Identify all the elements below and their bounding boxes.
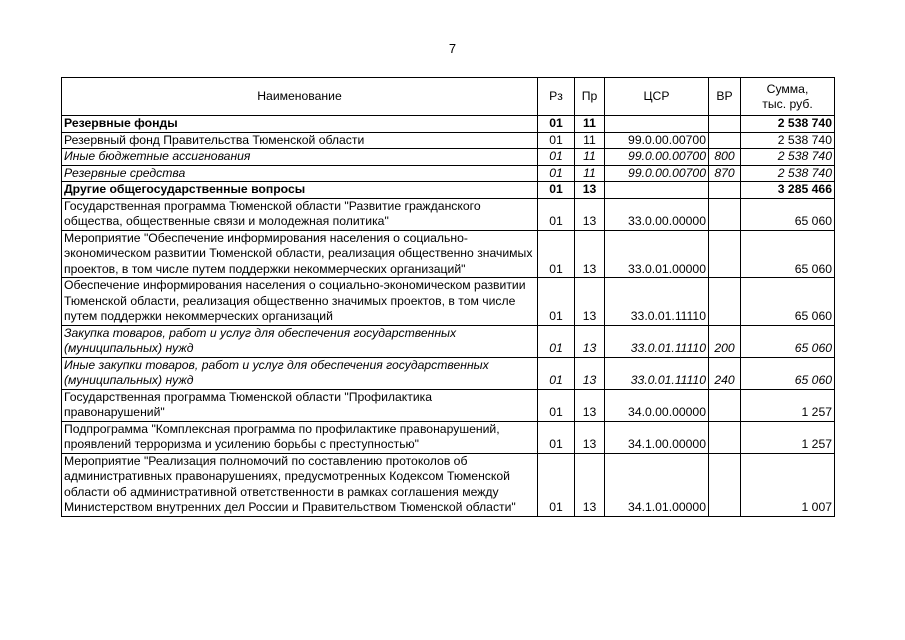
cell-name: Резервный фонд Правительства Тюменской области [62,132,538,149]
table-body [62,116,835,517]
cell-vr [709,230,741,278]
cell-sum: 3 285 466 [741,182,835,199]
cell-pr: 13 [575,182,605,199]
cell-vr [709,198,741,230]
cell-name: Иные бюджетные ассигнования [62,149,538,166]
cell-pr: 11 [575,116,605,133]
cell-sum: 1 257 [741,421,835,453]
cell-csr: 33.0.01.11110 [605,278,709,326]
cell-csr [605,116,709,133]
page-number: 7 [448,41,457,56]
table-row [62,421,835,453]
cell-rz: 01 [538,357,575,389]
cell-sum: 1 007 [741,453,835,516]
cell-rz: 01 [538,198,575,230]
cell-rz: 01 [538,230,575,278]
cell-vr [709,278,741,326]
cell-csr: 99.0.00.00700 [605,149,709,166]
budget-table [61,77,835,517]
table-row [62,165,835,182]
cell-pr: 13 [575,278,605,326]
table-row [62,230,835,278]
cell-csr: 99.0.00.00700 [605,132,709,149]
cell-pr: 11 [575,165,605,182]
header-pr: Пр [575,78,605,116]
header-rz: Рз [538,78,575,116]
cell-csr: 33.0.01.11110 [605,325,709,357]
cell-csr [605,182,709,199]
cell-pr: 13 [575,198,605,230]
cell-csr: 34.1.00.00000 [605,421,709,453]
cell-sum: 65 060 [741,357,835,389]
cell-vr [709,116,741,133]
header-vr: ВР [709,78,741,116]
cell-rz: 01 [538,325,575,357]
cell-rz: 01 [538,165,575,182]
cell-rz: 01 [538,116,575,133]
table-row [62,198,835,230]
cell-pr: 11 [575,132,605,149]
table-row [62,149,835,166]
cell-name: Государственная программа Тюменской области "Профилактика правонарушений" [62,389,538,421]
table-row [62,132,835,149]
cell-vr [709,182,741,199]
cell-rz: 01 [538,278,575,326]
cell-sum: 65 060 [741,198,835,230]
cell-csr: 33.0.01.11110 [605,357,709,389]
cell-vr [709,453,741,516]
cell-csr: 33.0.01.00000 [605,230,709,278]
table-row [62,278,835,326]
cell-csr: 34.0.00.00000 [605,389,709,421]
cell-rz: 01 [538,389,575,421]
cell-rz: 01 [538,182,575,199]
table-row [62,182,835,199]
header-name: Наименование [62,78,538,116]
table-row [62,325,835,357]
cell-sum: 65 060 [741,325,835,357]
table-row [62,116,835,133]
table-row [62,389,835,421]
cell-name: Подпрограмма "Комплексная программа по профилактике правонарушений, проявлений терроризма и усилению борьбы с преступностью" [62,421,538,453]
cell-sum: 2 538 740 [741,149,835,166]
cell-vr: 200 [709,325,741,357]
header-sum-line1: Сумма, [766,81,809,96]
cell-pr: 13 [575,230,605,278]
cell-name: Иные закупки товаров, работ и услуг для обеспечения государственных (муниципальных) нужд [62,357,538,389]
cell-sum: 2 538 740 [741,165,835,182]
cell-pr: 13 [575,421,605,453]
header-csr: ЦСР [605,78,709,116]
cell-pr: 13 [575,325,605,357]
table-row [62,357,835,389]
cell-vr [709,389,741,421]
cell-csr: 33.0.00.00000 [605,198,709,230]
cell-sum: 2 538 740 [741,116,835,133]
cell-sum: 65 060 [741,278,835,326]
cell-rz: 01 [538,132,575,149]
cell-vr: 800 [709,149,741,166]
cell-csr: 34.1.01.00000 [605,453,709,516]
cell-pr: 13 [575,357,605,389]
cell-sum: 2 538 740 [741,132,835,149]
cell-name: Резервные средства [62,165,538,182]
cell-name: Государственная программа Тюменской области "Развитие гражданского общества, общественные связи и молодежная политика" [62,198,538,230]
cell-name: Резервные фонды [62,116,538,133]
cell-pr: 13 [575,389,605,421]
cell-rz: 01 [538,149,575,166]
cell-vr: 240 [709,357,741,389]
cell-sum: 1 257 [741,389,835,421]
cell-rz: 01 [538,421,575,453]
cell-csr: 99.0.00.00700 [605,165,709,182]
cell-sum: 65 060 [741,230,835,278]
cell-pr: 13 [575,453,605,516]
cell-vr: 870 [709,165,741,182]
cell-name: Мероприятие "Обеспечение информирования населения о социально-экономическом развитии Тюменской области, реализация общественно значимых проектов, в том числе путем поддержки некоммерческих организаций" [62,230,538,278]
cell-vr [709,421,741,453]
cell-name: Другие общегосударственные вопросы [62,182,538,199]
cell-name: Закупка товаров, работ и услуг для обеспечения государственных (муниципальных) нужд [62,325,538,357]
header-sum [741,78,835,116]
cell-vr [709,132,741,149]
cell-name: Обеспечение информирования населения о социально-экономическом развитии Тюменской области, реализация общественно значимых проектов, в том числе путем поддержки некоммерческих организаций [62,278,538,326]
header-sum-line2: тыс. руб. [762,96,813,111]
table-header-row [62,78,835,116]
table-row [62,453,835,516]
cell-pr: 11 [575,149,605,166]
cell-name: Мероприятие "Реализация полномочий по составлению протоколов об административных правонарушениях, предусмотренных Кодексом Тюменской области об административной ответственности в рамках соглашения между Министерством внутренних дел России и Правительством Тюменской области" [62,453,538,516]
cell-rz: 01 [538,453,575,516]
